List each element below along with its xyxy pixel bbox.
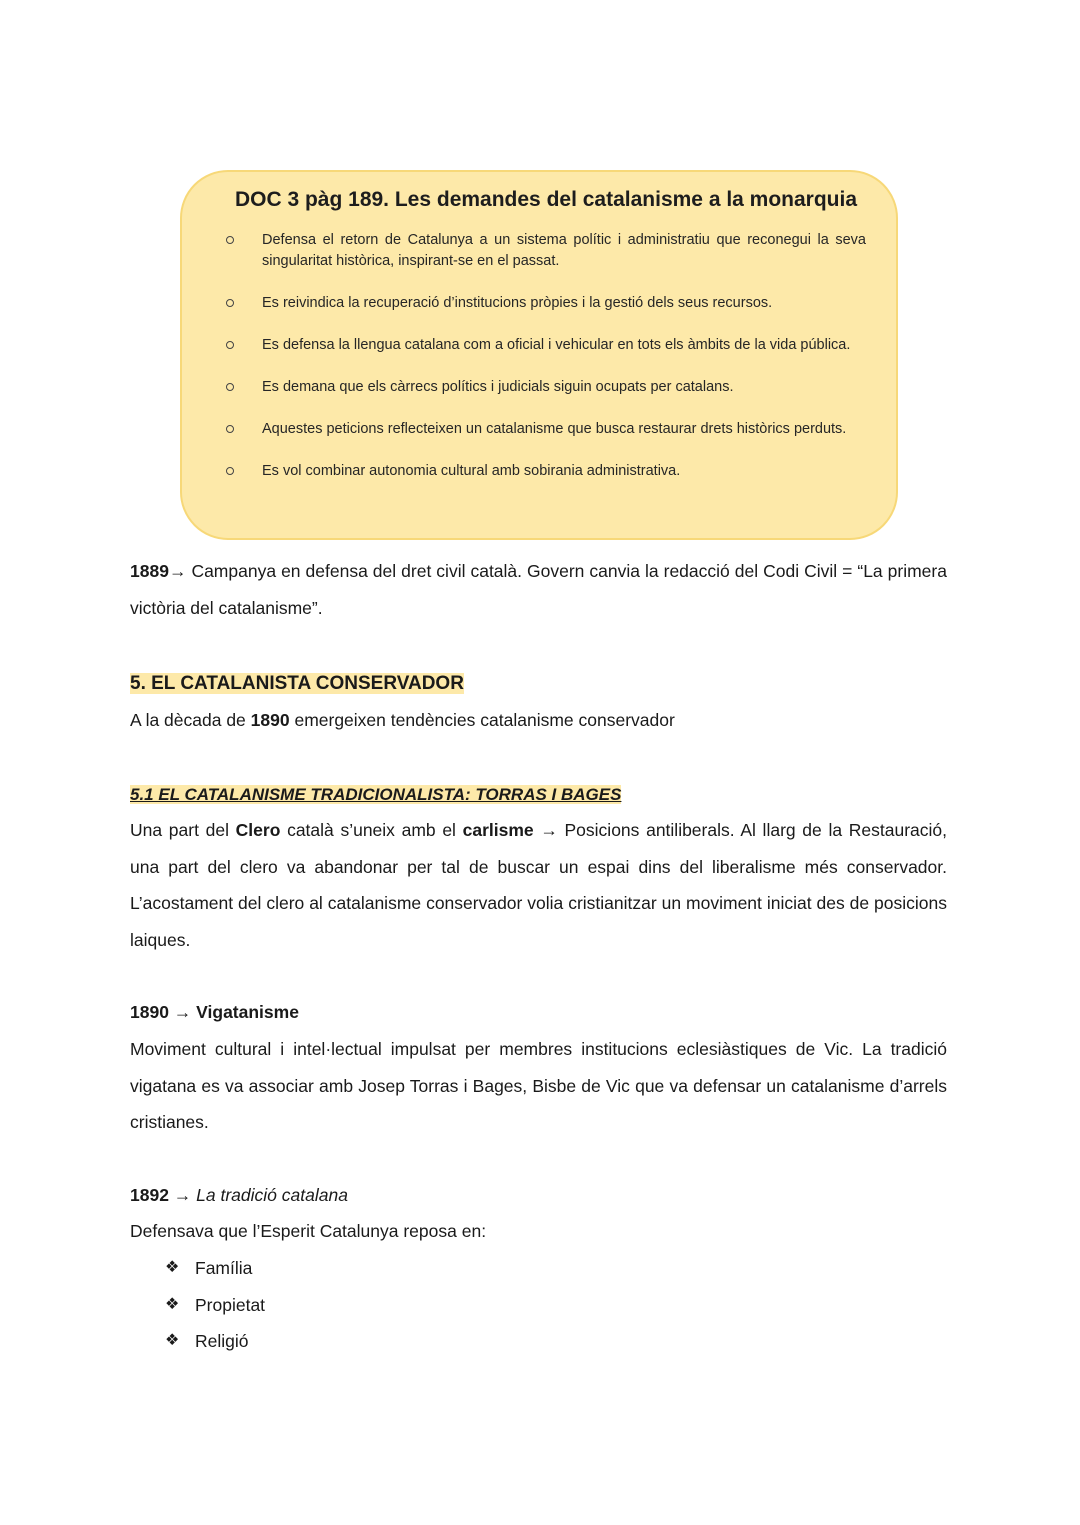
doc-title: DOC 3 pàg 189. Les demandes del catalanisme a la monarquia bbox=[234, 188, 858, 211]
vigatanisme-body: Moviment cultural i intel·lectual impulsat per membres institucions eclesiàstiques de Vic. La tradició vigatana es va associar amb Josep Torras i Bages, Bisbe de Vic que va defensar un catalanisme d’arrels cristianes. bbox=[130, 1039, 947, 1132]
circle-bullet-icon bbox=[226, 467, 234, 475]
diamond-bullet-icon: ❖ bbox=[165, 1295, 180, 1313]
circle-bullet-icon bbox=[226, 341, 234, 349]
doc-item: Es defensa la llengua catalana com a oficial i vehicular en tots els àmbits de la vida pública. bbox=[226, 335, 866, 356]
vigatanisme-heading: 1890 → Vigatanisme bbox=[130, 1002, 299, 1022]
section-5-intro: A la dècada de 1890 emergeixen tendències catalanisme conservador bbox=[130, 710, 675, 730]
tradicio-intro: Defensava que l’Esperit Catalunya reposa en: bbox=[130, 1221, 487, 1241]
doc-item: Es reivindica la recuperació d’institucions pròpies i la gestió dels seus recursos. bbox=[226, 293, 866, 314]
doc-callout-box bbox=[180, 170, 898, 540]
doc-item: Es vol combinar autonomia cultural amb sobirania administrativa. bbox=[226, 461, 866, 482]
doc-item: Aquestes peticions reflecteixen un catalanisme que busca restaurar drets històrics perduts. bbox=[226, 419, 866, 440]
circle-bullet-icon bbox=[226, 383, 234, 391]
section-5-1-body: Una part del Clero català s’uneix amb el carlisme → Posicions antiliberals. Al llarg de la Restauració, una part del clero va abandonar per tal de buscar un espai dins del liberalisme més conservador. L’acostament del clero al catalanisme conservador volia cristianitzar un moviment iniciat des de posicions laiques. bbox=[130, 820, 947, 950]
list-item: ❖ Propietat bbox=[165, 1287, 265, 1324]
tradicio-heading: 1892 → La tradició catalana bbox=[130, 1185, 348, 1205]
circle-bullet-icon bbox=[226, 236, 234, 244]
diamond-bullet-icon: ❖ bbox=[165, 1332, 180, 1349]
diamond-bullet-icon: ❖ bbox=[165, 1259, 180, 1276]
tradicio-list bbox=[165, 1250, 265, 1360]
paragraph-1889: 1889→ Campanya en defensa del dret civil català. Govern canvia la redacció del Codi Civil = “La primera victòria del catalanisme”. bbox=[130, 561, 947, 618]
section-5-heading: 5. EL CATALANISTA CONSERVADOR bbox=[130, 673, 464, 694]
doc-list bbox=[226, 230, 866, 482]
list-item: ❖ Família bbox=[165, 1250, 265, 1287]
doc-item: Defensa el retorn de Catalunya a un sistema polític i administratiu que reconegui la seva singularitat històrica, inspirant-se en el passat. bbox=[226, 230, 866, 272]
circle-bullet-icon bbox=[226, 299, 234, 307]
section-5-1-heading: 5.1 EL CATALANISME TRADICIONALISTA: TORRAS I BAGES bbox=[130, 785, 622, 804]
doc-item: Es demana que els càrrecs polítics i judicials siguin ocupats per catalans. bbox=[226, 377, 866, 398]
circle-bullet-icon bbox=[226, 425, 234, 433]
list-item: ❖ Religió bbox=[165, 1323, 265, 1360]
